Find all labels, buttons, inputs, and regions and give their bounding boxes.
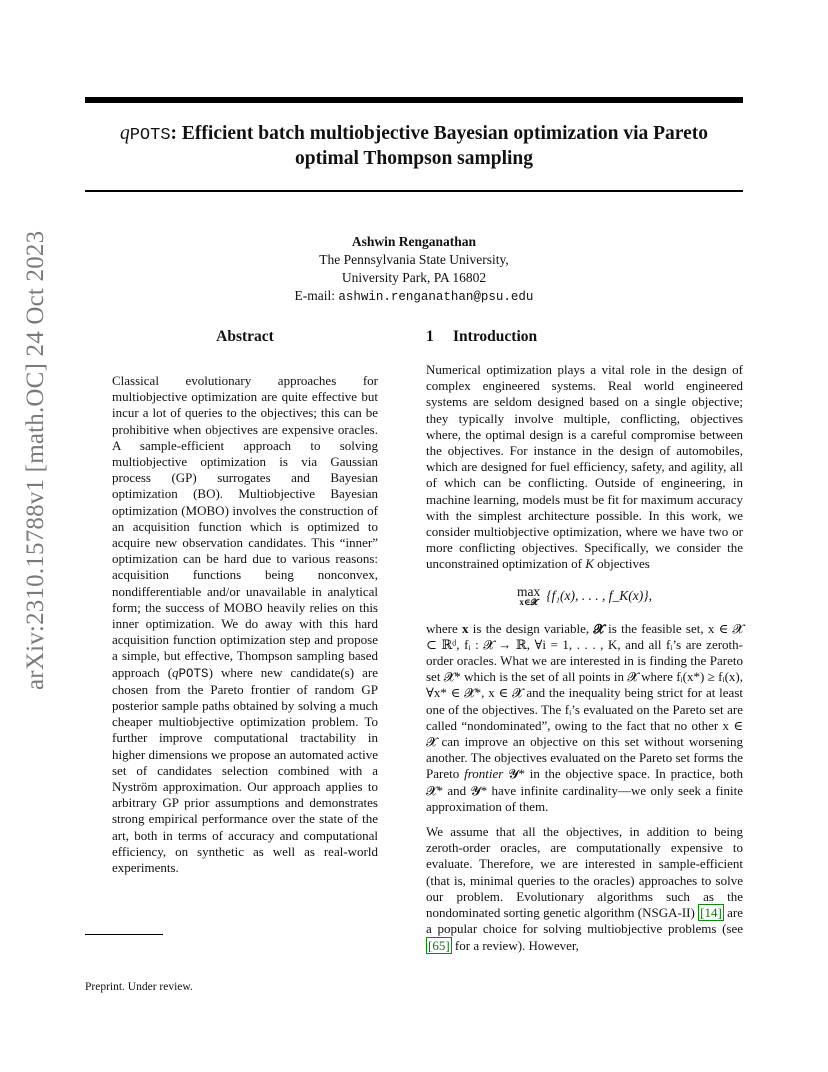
intro-p2-e: is the feasible set, x ∈ 𝓧 ⊂ ℝᵈ, fᵢ : 𝓧 → ℝ, ∀i = 1, . . . , K, and all fᵢ’s are zeroth-order oracles. What we are interested in is finding the Pareto set 𝓧* which is the set of all points in 𝓧 where fᵢ(x*) ≥ fᵢ(x), ∀x* ∈ 𝓧*, x ∈ 𝓧 and the inequality being strict for at least one of the objectives. The fᵢ’s evaluated on the Pareto set are called “nondominated”, owing to the fact that no other x ∈ 𝓧 can improve an objective on this set without worsening another. The objectives evaluated on the Pareto set forms the Pareto [426, 620, 743, 782]
intro-body [426, 362, 743, 954]
abstract-text-1: Classical evolutionary approaches for multiobjective optimization are quite effective but incur a lot of queries to the objectives; this can be prohibitive when objectives are expensive oracles. A sample-efficient approach to solving multiobjective optimization is via Gaussian process (GP) surrogates and Bayesian optimization (BO). Multiobjective Bayesian optimization (MOBO) involves the construction of an acquisition function which is optimized to acquire new observation candidates. This “inner” optimization can be hard due to various reasons: acquisition functions being nonconvex, nondifferentiable and/or unavailable in analytical form; the success of MOBO heavily relies on this inner optimization. We do away with this hard acquisition function optimization step and propose a simple, but effective, Thompson sampling based approach ( [112, 373, 378, 680]
abstract-body [112, 373, 378, 876]
intro-p2-f: 𝓨* in the objective space. In practice, both 𝓧* and 𝓨* have infinite cardinality—we only seek a finite approximation of them. [426, 766, 743, 814]
intro-p1-end: objectives [593, 556, 650, 572]
abstract-pots: POTS [178, 666, 209, 681]
abstract-heading: Abstract [216, 328, 274, 345]
abstract-text-2: ) where new candidate(s) are chosen from the Pareto frontier of random GP posterior sample paths obtained by solving a much cheaper multiobjective optimization problem. To further improve computational tractability in higher dimensions we propose an automated active set of candidates selection combined with a Nyström approximation. Our approach applies to arbitrary GP prior assumptions and demonstrates strong empirical performance over the state of the art, both in terms of accuracy and computational efficiency, on synthetic as well as real-world experiments. [112, 664, 378, 876]
arxiv-stamp: arXiv:2310.15788v1 [math.OC] 24 Oct 2023 [22, 230, 49, 690]
equation-op-sub: x∈𝓧 [519, 596, 538, 607]
email-label: E-mail: [294, 288, 339, 303]
intro-p2-a: where [426, 620, 463, 636]
title-pots: POTS [129, 126, 171, 145]
author-affiliation: The Pennsylvania State University, [319, 252, 509, 267]
equation-operator [516, 583, 541, 608]
intro-paragraph-2 [426, 621, 743, 815]
intro-p1-text: Numerical optimization plays a vital role in the design of complex engineered systems. Real world engineered systems are seldom designed based on a single objective; they typically involve multiple, conflicting, objectives where, the optimal design is a careful compromise between the objectives. For instance in the design of automobiles, which are designed for fuel efficiency, safety, and agility, all of which can be conflicting. Outside of engineering, in machine learning, models must be fit for maximum accuracy with the simplest architecture possible. In this work, we consider multiobjective optimization, where we have two or more conflicting objectives. Specifically, we consider the unconstrained optimization of [426, 362, 743, 572]
intro-heading [426, 328, 537, 346]
intro-title: Introduction [453, 328, 538, 345]
intro-number: 1 [426, 328, 434, 345]
intro-p2-c: is the design variable, [468, 620, 594, 636]
author-email-line [85, 287, 743, 306]
author-name: Ashwin Renganathan [351, 234, 477, 249]
intro-p1-k: K [585, 556, 594, 572]
author-email[interactable]: ashwin.renganathan@psu.edu [338, 290, 534, 304]
author-address: University Park, PA 16802 [341, 270, 487, 285]
intro-paragraph-3 [426, 824, 743, 954]
intro-p3-b: are a popular choice for solving multiobjective problems (see [426, 905, 744, 937]
equation-op-text: max [516, 583, 541, 599]
title-line1: : Efficient batch multiobjective Bayesian optimization via Pareto [170, 123, 708, 144]
title-rule-bottom [85, 190, 743, 192]
intro-p2-x: x [462, 620, 469, 636]
author-block [85, 233, 743, 306]
footnote: Preprint. Under review. [85, 981, 193, 993]
intro-paragraph-1 [426, 362, 743, 573]
citation-link-14[interactable]: [14] [700, 905, 722, 921]
title-line2: optimal Thompson sampling [294, 148, 534, 169]
abstract-q: q [172, 664, 179, 680]
title-rule-top [85, 97, 743, 103]
intro-p3-a: We assume that all the objectives, in addition to being zeroth-order oracles, are computationally expensive to evaluate. Therefore, we are interested in sample-efficient (that is, minimal queries to the oracles) approaches to solve our problem. Evolutionary algorithms such as the nondominated sorting genetic algorithm (NSGA-II) [426, 824, 743, 921]
footnote-rule [85, 934, 163, 935]
title-q: q [119, 123, 130, 144]
paper-title [85, 122, 743, 170]
intro-p3-c: for a review). However, [451, 937, 579, 953]
intro-p2-frontier: frontier [464, 766, 504, 782]
intro-p2-set: 𝓧 [593, 620, 604, 636]
equation-max [426, 583, 743, 608]
citation-link-65[interactable]: [65] [428, 937, 450, 953]
equation-body: {f₁(x), . . . , f_K(x)}, [546, 587, 653, 603]
